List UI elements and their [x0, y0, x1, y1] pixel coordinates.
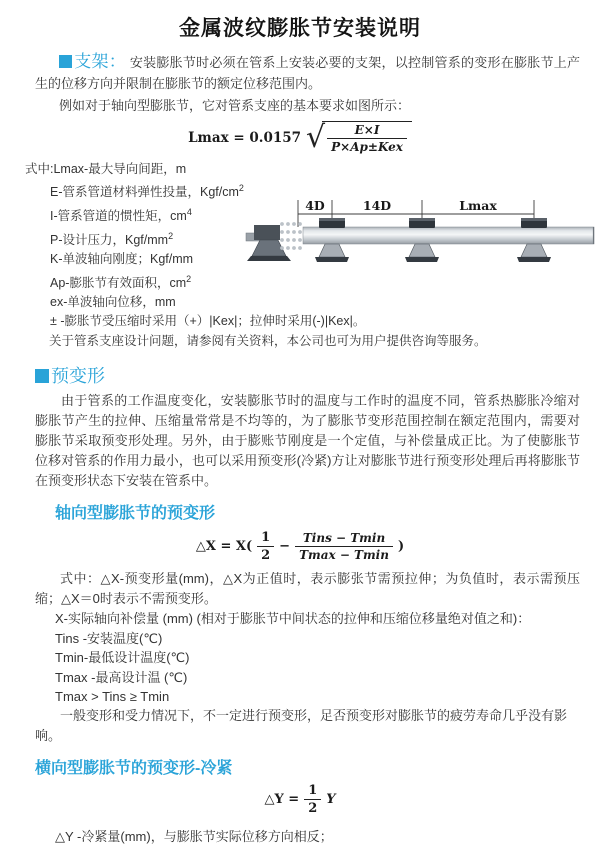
predeform-paragraph: 由于管系的工作温度变化，安装膨胀节时的温度与工作时的温度不同，管系热膨胀冷缩对膨胀节产生的拉伸、压缩量常常是不均等的，为了膨胀节变形范围控制在额定范围内，需要对膨胀节采取预变形处理。另外，由于膨账节刚度是一个定值，与补偿量成正比。为了使膨胀节位移对管系的作用力最小，也可以采用预变形(冷紧)方让对膨胀节进行预变形处理后再将膨胀节在预变形状态下安装在管系中。 — [35, 393, 580, 489]
page-title: 金属波纹膨胀节安装说明 — [179, 17, 421, 40]
lateral-formula-rhs: Y — [326, 792, 336, 808]
one-half-fraction: $\frac{1}{2}$ — [304, 783, 321, 816]
section-heading-support-label: 支架： — [74, 52, 126, 71]
axial-note: 一般变形和受力情况下，不一定进行预变形，足否预变形对膨胀节的疲劳寿命几乎没有影响。 — [35, 708, 568, 744]
definition-item: Ap-膨胀节有效面积，$cm^2$ — [50, 273, 192, 290]
section-marker-icon — [59, 55, 72, 68]
axial-def-line: Tmax -最高设计温 (℃) — [55, 669, 188, 685]
definition-item: ex-单波轴向位移，mm — [50, 295, 176, 310]
support-example-line: 例如对于轴向型膨胀节，它对管系支座的基本要求如图所示： — [59, 98, 411, 113]
axial-explain: 式中：△X-预变形量(mm)，△X为正值时，表示膨张节需预拉伸；为负值时，表示需预压缩；△X＝0时表示不需预变形。 — [35, 571, 580, 607]
axial-def-line: Tins -安装温度(℃) — [55, 630, 163, 646]
lateral-def-line: △Y -冷紧量(mm)，与膨胀节实际位移方向相反； — [55, 829, 333, 845]
lmax-formula-lhs: Lmax = 0.0157 — [188, 129, 302, 146]
definition-item: ± -膨胀节受压缩时采用（+）|Kex|；拉伸时采用(-)|Kex|。 — [50, 314, 366, 329]
section-heading-predeform-label: 预变形 — [51, 366, 105, 387]
dim-label-lmax: Lmax — [459, 198, 497, 213]
axial-def-line: Tmax > Tins ≥ Tmin — [55, 688, 170, 704]
minus-sign: − — [279, 539, 291, 555]
definition-item: E-管系管道材料弹性投量，Kgf/$cm^2$ — [50, 183, 244, 200]
anchor-support — [246, 225, 291, 261]
support-intro-text: 安装膨胀节时必须在管系上安装必要的支架，以控制管系的变形在膨胀节上产生的位移方向并限制在膨胀节的额定位移范围内。 — [35, 55, 580, 91]
axial-subheading: 轴向型膨胀节的预变形 — [55, 505, 216, 523]
lateral-formula — [0, 783, 600, 816]
support-paragraph — [35, 51, 580, 94]
dim-label-4d: 4D — [305, 198, 325, 213]
bellows-icon — [280, 222, 302, 250]
sqrt-numerator: E×I — [327, 123, 407, 139]
axial-formula-lhs: △X = X( — [195, 539, 253, 555]
definition-item: K-单波轴向刚度；Kgf/mm — [50, 252, 194, 267]
lmax-formula — [0, 121, 600, 154]
lateral-formula-lhs: △Y = — [264, 792, 300, 808]
close-paren: ) — [397, 539, 405, 555]
lateral-subheading: 横向型膨胀节的预变形-冷紧 — [35, 760, 233, 778]
pipe-support-diagram — [246, 190, 596, 286]
sqrt-radical — [306, 121, 412, 154]
axial-def-line: Tmin-最低设计温度(℃) — [55, 650, 190, 666]
sqrt-denominator: P×Ap±Kex — [331, 140, 403, 154]
radical-sign-icon: √ — [306, 119, 326, 155]
definition-item: 式中:Lmax-最大导向间距，m — [25, 162, 187, 176]
one-half-fraction: $\frac{1}{2}$ — [257, 530, 274, 563]
dim-label-14d: 14D — [362, 198, 392, 213]
temperature-fraction: $\frac{\text{Tins − Tmin}}{Tmax - Tmin}$ — [295, 531, 393, 562]
pipe — [303, 227, 594, 244]
axial-formula — [0, 530, 600, 563]
section-heading-predeform — [35, 362, 600, 388]
section-heading-support — [59, 52, 126, 71]
support-closing-line: 关于管系支座设计问题，请参阅有关资料，本公司也可为用户提供咨询等服务。 — [49, 333, 487, 348]
axial-def-line: X-实际轴向补偿量 (mm) (相对于膨胀节中间状态的拉伸和压缩位移量绝对值之和)： — [55, 611, 531, 627]
section-marker-icon — [35, 369, 49, 383]
definition-item: P-设计压力，Kgf/$mm^2$ — [50, 230, 174, 247]
definition-item: I-管系管道的惯性矩，$cm^4$ — [50, 206, 192, 224]
